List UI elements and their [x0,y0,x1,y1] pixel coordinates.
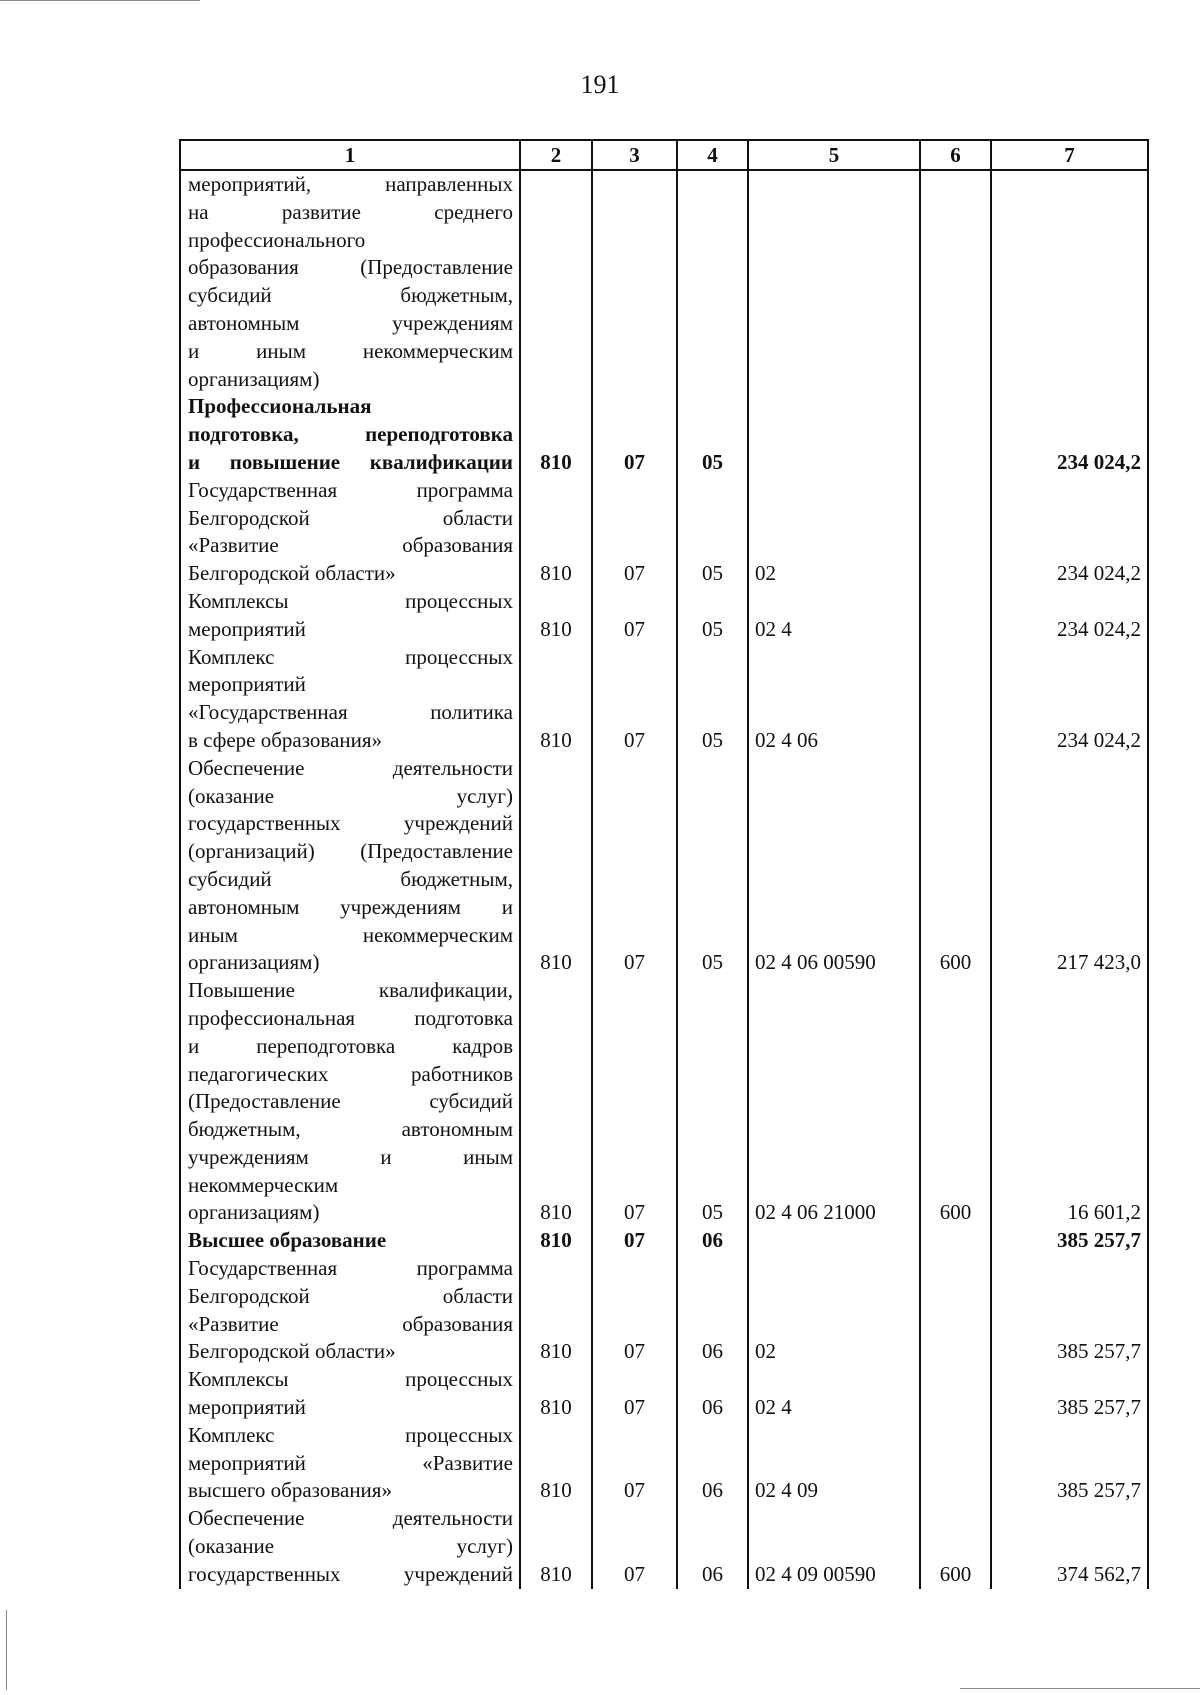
table-row [180,170,1148,393]
cell-section-code: 07 [592,644,677,755]
item-name-line: педагогических работников [188,1061,513,1086]
budget-table [179,139,1149,1589]
item-name-line: мероприятий, направленных [188,172,513,196]
item-name-line: мероприятий «Развитие [188,1450,513,1475]
cell-item-name [180,1366,520,1422]
cell-section-code: 07 [592,977,677,1227]
cell-subsection-code: 05 [677,755,748,977]
cell-amount: 385 257,7 [991,1227,1148,1255]
table-row [180,1366,1148,1422]
cell-admin-code: 810 [520,588,592,644]
cell-amount: 234 024,2 [991,477,1148,588]
cell-target-article: 02 4 06 21000 [748,977,920,1227]
cell-target-article: 02 4 [748,1366,920,1422]
cell-expense-type [920,588,991,644]
cell-target-article [748,170,920,393]
item-name-line: высшего образования» [188,1478,392,1503]
cell-item-name [180,1422,520,1505]
cell-expense-type [920,170,991,393]
cell-target-article [748,1227,920,1255]
item-name-line: Государственная программа [188,477,513,502]
scan-edge-line-top [0,0,200,1]
item-name-line: «Государственная политика [188,700,513,725]
cell-target-article: 02 4 09 00590 [748,1505,920,1588]
item-name-line: «Развитие образования [188,1311,513,1336]
item-name-line: и иным некоммерческим [188,338,513,363]
cell-subsection-code [677,170,748,393]
cell-amount: 385 257,7 [991,1422,1148,1505]
item-name-line: Профессиональная [188,394,372,419]
cell-subsection-code: 06 [677,1255,748,1366]
cell-subsection-code: 06 [677,1422,748,1505]
table-row [180,588,1148,644]
cell-subsection-code: 06 [677,1505,748,1588]
cell-admin-code: 810 [520,1255,592,1366]
item-name-line: мероприятий [188,1395,306,1420]
table-row [180,393,1148,476]
item-name-line: субсидий бюджетным, [188,866,513,891]
item-name-line: Повышение квалификации, [188,978,513,1003]
table-row [180,644,1148,755]
cell-admin-code: 810 [520,477,592,588]
cell-target-article: 02 4 09 [748,1422,920,1505]
cell-admin-code: 810 [520,755,592,977]
cell-subsection-code: 05 [677,477,748,588]
item-name-line: (оказание услуг) [188,1534,513,1559]
item-name-line: в сфере образования» [188,727,383,752]
page-number: 191 [580,70,620,99]
item-name-line: Обеспечение деятельности [188,755,513,780]
cell-expense-type [920,393,991,476]
cell-amount: 385 257,7 [991,1255,1148,1366]
cell-amount: 234 024,2 [991,588,1148,644]
item-name-line: мероприятий [188,616,306,641]
item-name-line: (оказание услуг) [188,783,513,808]
cell-section-code: 07 [592,393,677,476]
column-header-4: 4 [677,140,748,170]
cell-admin-code: 810 [520,1227,592,1255]
item-name-line: государственных учреждений [188,1561,513,1586]
item-name-line: Государственная программа [188,1256,513,1281]
cell-expense-type: 600 [920,755,991,977]
cell-expense-type [920,644,991,755]
cell-section-code: 07 [592,1366,677,1422]
cell-item-name [180,393,520,476]
item-name-line: (организаций) (Предоставление [188,839,513,864]
cell-admin-code: 810 [520,1505,592,1588]
cell-admin-code: 810 [520,644,592,755]
cell-target-article: 02 4 06 00590 [748,755,920,977]
cell-admin-code: 810 [520,977,592,1227]
cell-expense-type: 600 [920,1505,991,1588]
column-header-1: 1 [180,140,520,170]
cell-section-code: 07 [592,588,677,644]
item-name-line: Белгородской области» [188,1339,396,1364]
cell-expense-type: 600 [920,977,991,1227]
cell-item-name [180,477,520,588]
cell-item-name [180,1255,520,1366]
cell-expense-type [920,1366,991,1422]
item-name-line: государственных учреждений [188,811,513,836]
scan-edge-line-left [6,1610,7,1690]
column-header-5: 5 [748,140,920,170]
cell-amount: 234 024,2 [991,393,1148,476]
table-body [180,170,1148,1589]
cell-item-name [180,755,520,977]
table-row [180,977,1148,1227]
cell-item-name [180,644,520,755]
table-row [180,1255,1148,1366]
item-name-line: автономным учреждениям [188,310,513,335]
table-header [180,140,1148,170]
item-name-line: организациям) [188,950,320,975]
cell-amount: 217 423,0 [991,755,1148,977]
item-name-line: (Предоставление субсидий [188,1089,513,1114]
item-name-line: мероприятий [188,672,306,697]
item-name-line: субсидий бюджетным, [188,283,513,308]
table-row [180,1422,1148,1505]
column-header-2: 2 [520,140,592,170]
cell-section-code: 07 [592,1227,677,1255]
cell-item-name [180,588,520,644]
cell-expense-type [920,1227,991,1255]
item-name-line: «Развитие образования [188,533,513,558]
cell-subsection-code: 06 [677,1227,748,1255]
cell-subsection-code: 05 [677,644,748,755]
cell-item-name [180,1505,520,1588]
cell-amount: 234 024,2 [991,644,1148,755]
item-name-line: и повышение квалификации [188,449,513,474]
table-row [180,1505,1148,1588]
cell-target-article: 02 4 06 [748,644,920,755]
item-name-line: профессиональная подготовка [188,1005,513,1030]
item-name-line: образования (Предоставление [188,255,513,280]
item-name-line: некоммерческим [188,1172,339,1197]
cell-target-article: 02 [748,1255,920,1366]
cell-amount: 385 257,7 [991,1366,1148,1422]
cell-section-code [592,170,677,393]
table-row [180,477,1148,588]
item-name-line: бюджетным, автономным [188,1117,513,1142]
cell-expense-type [920,1422,991,1505]
cell-subsection-code: 05 [677,393,748,476]
cell-expense-type [920,1255,991,1366]
item-name-line: Комплексы процессных [188,588,513,613]
cell-subsection-code: 05 [677,977,748,1227]
cell-target-article: 02 4 [748,588,920,644]
cell-amount: 374 562,7 [991,1505,1148,1588]
cell-expense-type [920,477,991,588]
table-row [180,1227,1148,1255]
item-name-line: Комплекс процессных [188,1422,513,1447]
item-name-line: автономным учреждениям и [188,894,513,919]
cell-section-code: 07 [592,1255,677,1366]
cell-amount: 16 601,2 [991,977,1148,1227]
item-name-line: учреждениям и иным [188,1144,513,1169]
item-name-line: Комплекс процессных [188,644,513,669]
table-row [180,755,1148,977]
item-name-line: подготовка, переподготовка [188,422,513,447]
cell-subsection-code: 06 [677,1366,748,1422]
cell-item-name [180,977,520,1227]
cell-admin-code [520,170,592,393]
cell-section-code: 07 [592,477,677,588]
item-name-line: организациям) [188,366,320,391]
cell-target-article: 02 [748,477,920,588]
scan-edge-line-bottom [960,1688,1200,1689]
item-name-line: на развитие среднего [188,199,513,224]
item-name-line: Комплексы процессных [188,1367,513,1392]
item-name-line: и переподготовка кадров [188,1033,513,1058]
column-header-7: 7 [991,140,1148,170]
item-name-line: Обеспечение деятельности [188,1506,513,1531]
cell-subsection-code: 05 [677,588,748,644]
item-name-line: Белгородской области [188,1283,513,1308]
cell-item-name [180,170,520,393]
cell-admin-code: 810 [520,1422,592,1505]
item-name-line: Белгородской области [188,505,513,530]
item-name-line: Высшее образование [188,1228,387,1253]
cell-target-article [748,393,920,476]
item-name-line: иным некоммерческим [188,922,513,947]
cell-section-code: 07 [592,1422,677,1505]
cell-admin-code: 810 [520,393,592,476]
cell-section-code: 07 [592,755,677,977]
column-header-3: 3 [592,140,677,170]
cell-section-code: 07 [592,1505,677,1588]
cell-admin-code: 810 [520,1366,592,1422]
item-name-line: организациям) [188,1200,320,1225]
item-name-line: Белгородской области» [188,561,396,586]
column-header-6: 6 [920,140,991,170]
cell-item-name [180,1227,520,1255]
item-name-line: профессионального [188,227,366,252]
cell-amount [991,170,1148,393]
